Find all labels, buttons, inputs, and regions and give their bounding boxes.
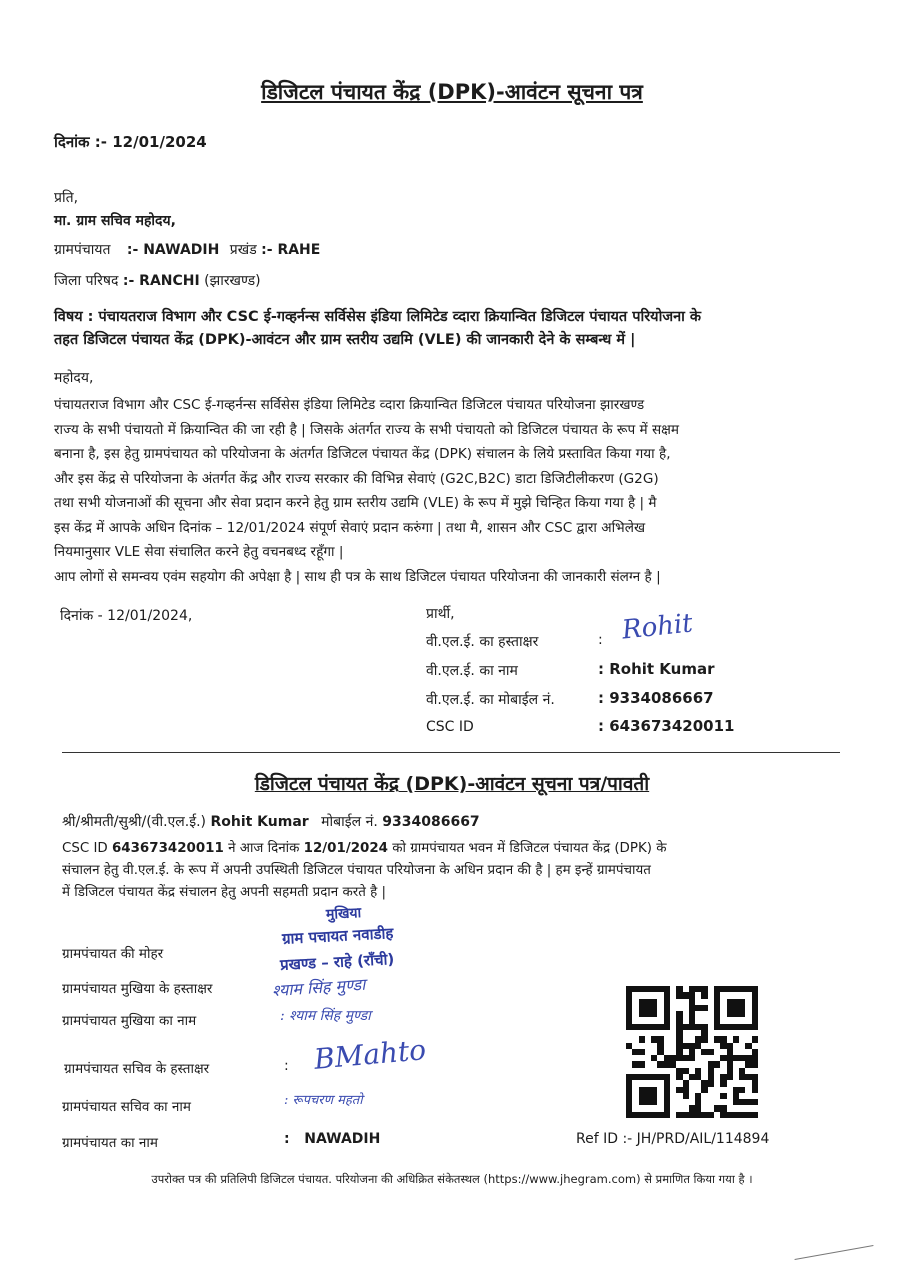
notice-title: डिजिटल पंचायत केंद्र (DPK)-आवंटन सूचना पत्र <box>261 80 643 104</box>
vle-name-label: वी.एल.ई. का नाम <box>426 663 518 679</box>
gp-label: ग्रामपंचायत <box>54 242 111 258</box>
vle-mobile-value: : 9334086667 <box>598 689 714 707</box>
section-divider <box>62 752 840 753</box>
qr-module <box>752 1112 758 1118</box>
csc-id-value: : 643673420011 <box>598 717 735 735</box>
ref-id: Ref ID :- JH/PRD/AIL/114894 <box>576 1131 770 1147</box>
body-line: आप लोगों से समन्वय एवंम सहयोग की अपेक्षा है | साथ ही पत्र के साथ डिजिटल पंचायत परियोजना की जानकारी संलग्न है | <box>54 568 661 585</box>
vle-name-value: : Rohit Kumar <box>598 660 715 678</box>
stamp-line: ग्राम पचायत नवाडीह <box>281 924 394 948</box>
body-line: पंचायतराज विभाग और CSC ई-गव्हर्नन्स सर्विसेस इंडिया लिमिटेड व्दारा क्रियान्वित डिजिटल पंचायत परियोजना झारखण्ड <box>54 397 645 413</box>
body-line: राज्य के सभी पंचायतो में क्रियान्वित की जा रही है | जिसके अंतर्गत राज्य के सभी पंचायतो को डिजिटल पंचायत के रूप में सक्षम <box>54 421 680 438</box>
pen-mark <box>795 1245 874 1260</box>
mukhiya-sign-label: ग्रामपंचायत मुखिया के हस्ताक्षर <box>62 981 213 997</box>
receipt-vle-name: Rohit Kumar <box>210 814 309 830</box>
sachiv-name-label: ग्रामपंचायत सचिव का नाम <box>62 1099 191 1115</box>
body-paragraph <box>54 393 844 589</box>
sachiv-sign-label: ग्रामपंचायत सचिव के हस्ताक्षर <box>64 1061 210 1077</box>
receipt-title: डिजिटल पंचायत केंद्र (DPK)-आवंटन सूचना पत्र/पावती <box>254 773 650 795</box>
receipt-mobile-label: मोबाईल नं. <box>321 814 378 830</box>
vle-signature: Rohit <box>620 608 695 646</box>
district-label: जिला परिषद <box>54 273 119 289</box>
body-line: बनाना है, इस हेतु ग्रामपंचायत को परियोजना के अंतर्गत डिजिटल पंचायत केंद्र (DPK) संचालन के लिये प्रस्तावित किया गया है, <box>54 446 671 462</box>
gp-name-value: : NAWADIH <box>284 1131 381 1147</box>
mukhiya-signature: श्याम सिंह मुण्डा <box>271 974 366 1001</box>
receipt-line1 <box>62 812 480 831</box>
state-label: (झारखण्ड) <box>204 273 261 289</box>
gp-name-label: ग्रामपंचायत का नाम <box>62 1135 158 1151</box>
sign-date: दिनांक - 12/01/2024, <box>60 608 193 624</box>
stamp-line: प्रखण्ड – राहे (राँची) <box>279 950 395 974</box>
receipt-line4: में डिजिटल पंचायत केंद्र संचालन हेतु अपनी सहमती प्रदान करते है | <box>62 885 386 900</box>
csc-id-label: CSC ID <box>426 719 474 735</box>
receipt-mobile: 9334086667 <box>382 814 480 830</box>
stamp-line: मुखिया <box>325 905 362 923</box>
body-line: इस केंद्र में आपके अधिन दिनांक – 12/01/2024 संपूर्ण सेवाएं प्रदान करुंगा | तथा मै, शासन और CSC द्वारा अभिलेख <box>54 519 646 536</box>
to-label: प्रति, <box>54 190 79 206</box>
block-value: :- RAHE <box>261 242 321 258</box>
notice-date: दिनांक :- 12/01/2024 <box>54 133 207 151</box>
receipt-csc-id: 643673420011 <box>111 841 224 856</box>
subject-line: तहत डिजिटल पंचायत केंद्र (DPK)-आवंटन और ग्राम स्तरीय उद्यमि (VLE) की जानकारी देने के सम्बन्ध में | <box>54 332 636 348</box>
salutation: महोदय, <box>54 370 94 386</box>
receipt-line2 <box>62 838 842 860</box>
district-line <box>54 271 261 290</box>
vle-prefix: श्री/श्रीमती/सुश्री/(वी.एल.ई.) <box>62 814 206 830</box>
mukhiya-name-value: : श्याम सिंह मुण्डा <box>280 1008 371 1024</box>
qr-code <box>626 986 758 1118</box>
district-value: :- RANCHI <box>122 273 200 289</box>
mukhiya-name-label: ग्रामपंचायत मुखिया का नाम <box>62 1013 197 1029</box>
receipt-text: को ग्रामपंचायत भवन में डिजिटल पंचायत केंद्र (DPK) के <box>392 841 667 856</box>
vle-sign-label: वी.एल.ई. का हस्ताक्षर <box>426 634 539 650</box>
receipt-text: ने आज दिनांक <box>228 841 300 856</box>
subject <box>54 306 844 352</box>
vle-sign-sep: : <box>598 632 603 648</box>
subject-line: विषय : पंचायतराज विभाग और CSC ई-गव्हर्नन्स सर्विसेस इंडिया लिमिटेड व्दारा क्रियान्वित डिजिटल पंचायत परियोजना के <box>54 309 702 325</box>
sachiv-signature: BMahto <box>312 1033 428 1076</box>
sachiv-sign-sep: : <box>284 1058 289 1074</box>
block-label: प्रखंड <box>229 242 257 258</box>
receipt-line3: संचालन हेतु वी.एल.ई. के रूप में अपनी उपस्थिती डिजिटल पंचायत परियोजना के अधिन प्रदान की है | हम इन्हें ग्रामपंचायत <box>62 863 651 878</box>
addressee: मा. ग्राम सचिव महोदय, <box>54 213 176 229</box>
vle-mobile-label: वी.एल.ई. का मोबाईल नं. <box>426 692 555 708</box>
body-line: नियमानुसार VLE सेवा संचालित करने हेतु वचनबध्द रहूँगा | <box>54 544 344 560</box>
receipt-date: 12/01/2024 <box>303 841 388 856</box>
body-line: और इस केंद्र से परियोजना के अंतर्गत केंद्र और राज्य सरकार की विभिन्न सेवाएं (G2C,B2C) डाटा डिजिटीलीकरण (G2G) <box>54 470 659 487</box>
sachiv-name-value: : रूपचरण महतो <box>284 1093 363 1108</box>
footer-note: उपरोक्त पत्र की प्रतिलिपी डिजिटल पंचायत. परियोजना की अधिक्रित संकेतस्थल (https://www.jhegram.com) से प्रमाणित किया गया है । <box>151 1172 753 1186</box>
gp-value: :- NAWADIH <box>126 242 220 258</box>
body-line: तथा सभी योजनाओं की सूचना और सेवा प्रदान करने हेतु ग्राम स्तरीय उद्यमि (VLE) के रूप में मुझे चिन्हित किया गया है | मै <box>54 495 657 511</box>
receipt-paragraph <box>62 838 842 904</box>
gp-line <box>54 240 320 259</box>
stamp-label: ग्रामपंचायत की मोहर <box>62 946 164 962</box>
applicant-label: प्रार्थी, <box>426 606 455 622</box>
receipt-csc-label: CSC ID <box>62 841 108 856</box>
